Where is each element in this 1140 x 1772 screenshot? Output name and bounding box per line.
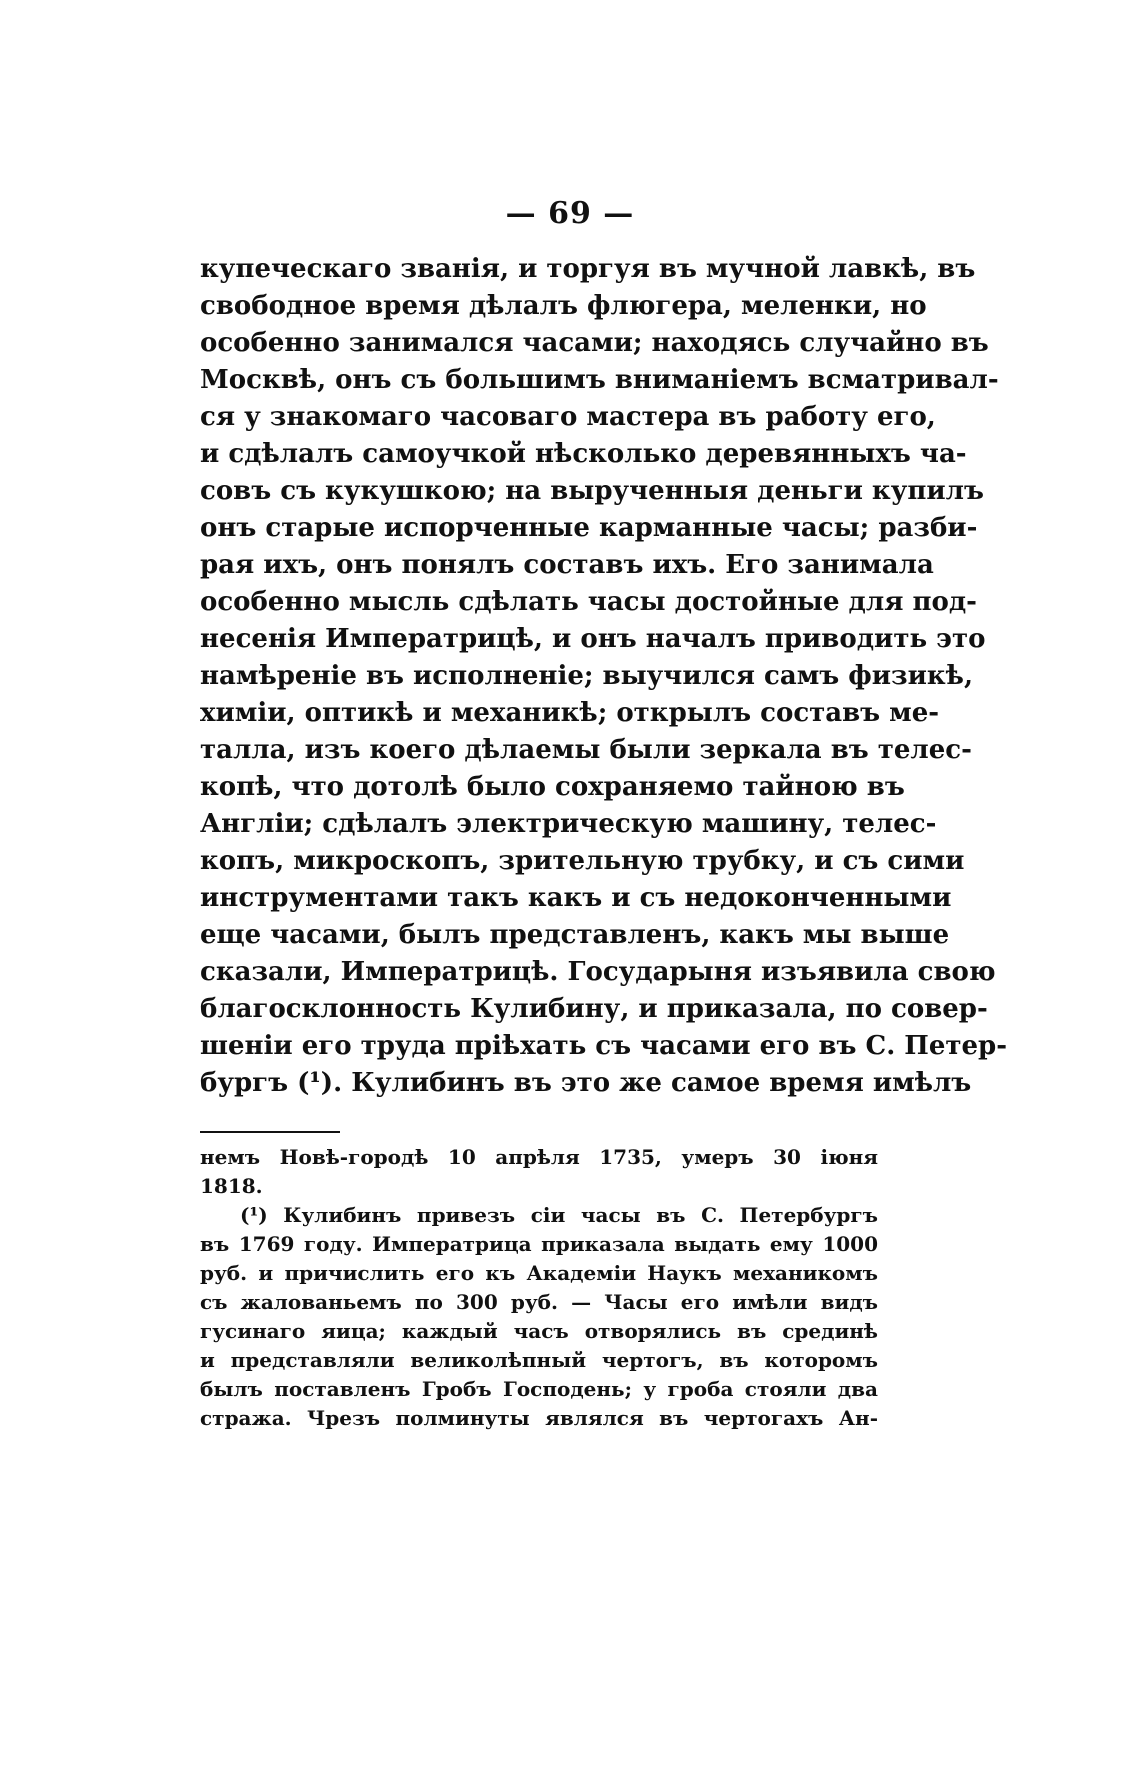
footnote-1-line: гусинаго яица; каждый часъ отворялись въ срединѣ bbox=[200, 1319, 878, 1343]
main-text-line: инструментами такъ какъ и съ недоконченными bbox=[200, 883, 952, 913]
main-text-line: онъ старые испорченные карманные часы; разби- bbox=[200, 513, 978, 543]
main-text-line: бургъ (¹). Кулибинъ въ это же самое время имѣлъ bbox=[200, 1068, 972, 1098]
main-text-line: Англіи; сдѣлалъ электрическую машину, телес- bbox=[200, 809, 937, 839]
main-text-line: и сдѣлалъ самоучкой нѣсколько деревянныхъ ча- bbox=[200, 439, 967, 469]
main-text-line: шеніи его труда пріѣхать съ часами его въ С. Петер- bbox=[200, 1031, 1008, 1061]
main-text bbox=[200, 251, 1008, 1102]
main-text-line: еще часами, былъ представленъ, какъ мы выше bbox=[200, 920, 950, 950]
main-text-line: несенія Императрицѣ, и онъ началъ приводить это bbox=[200, 624, 986, 654]
main-text-line: особенно занимался часами; находясь случайно въ bbox=[200, 328, 989, 358]
footnote-continuation-line: немъ Новѣ-городѣ 10 апрѣля 1735, умеръ 30 іюня bbox=[200, 1145, 878, 1169]
main-text-line: Москвѣ, онъ съ большимъ вниманіемъ всматривал- bbox=[200, 365, 999, 395]
main-text-line: купеческаго званія, и торгуя въ мучной лавкѣ, въ bbox=[200, 254, 976, 284]
main-text-line: благосклонность Кулибину, и приказала, по совер- bbox=[200, 994, 988, 1024]
main-text-line: сказали, Императрицѣ. Государыня изъявила свою bbox=[200, 957, 996, 987]
footnote-1-line: былъ поставленъ Гробъ Господень; у гроба стояли два bbox=[200, 1377, 878, 1401]
footnote-1-line: (¹) Кулибинъ привезъ сіи часы въ С. Петербургъ bbox=[240, 1203, 878, 1227]
footnote-1-line: въ 1769 году. Императрица приказала выдать ему 1000 bbox=[200, 1232, 878, 1256]
main-text-line: химіи, оптикѣ и механикѣ; открылъ составъ ме- bbox=[200, 698, 940, 728]
page-number: — 69 — bbox=[505, 196, 635, 231]
main-text-line: особенно мысль сдѣлать часы достойные для под- bbox=[200, 587, 977, 617]
main-text-line: совъ съ кукушкою; на вырученныя деньги купилъ bbox=[200, 476, 984, 506]
footnote-1-line: стража. Чрезъ полминуты являлся въ чертогахъ Ан- bbox=[200, 1406, 878, 1430]
footnote-1-line: и представляли великолѣпный чертогъ, въ которомъ bbox=[200, 1348, 878, 1372]
footnote-1-line: руб. и причислить его къ Академіи Наукъ механикомъ bbox=[200, 1261, 878, 1285]
main-text-line: талла, изъ коего дѣлаемы были зеркала въ телес- bbox=[200, 735, 972, 765]
main-text-line: намѣреніе въ исполненіе; выучился самъ физикѣ, bbox=[200, 661, 974, 691]
main-text-line: копѣ, что дотолѣ было сохраняемо тайною въ bbox=[200, 772, 905, 802]
main-text-line: ся у знакомаго часоваго мастера въ работу его, bbox=[200, 402, 936, 432]
main-text-line: рая ихъ, онъ понялъ составъ ихъ. Его занимала bbox=[200, 550, 934, 580]
footnote-divider bbox=[200, 1131, 340, 1133]
footnote-continuation-line: 1818. bbox=[200, 1174, 263, 1198]
footnotes bbox=[200, 1143, 878, 1433]
footnote-1-line: съ жалованьемъ по 300 руб. — Часы его имѣли видъ bbox=[200, 1290, 878, 1314]
main-text-line: копъ, микроскопъ, зрительную трубку, и съ сими bbox=[200, 846, 965, 876]
main-text-line: свободное время дѣлалъ флюгера, меленки, но bbox=[200, 291, 927, 321]
